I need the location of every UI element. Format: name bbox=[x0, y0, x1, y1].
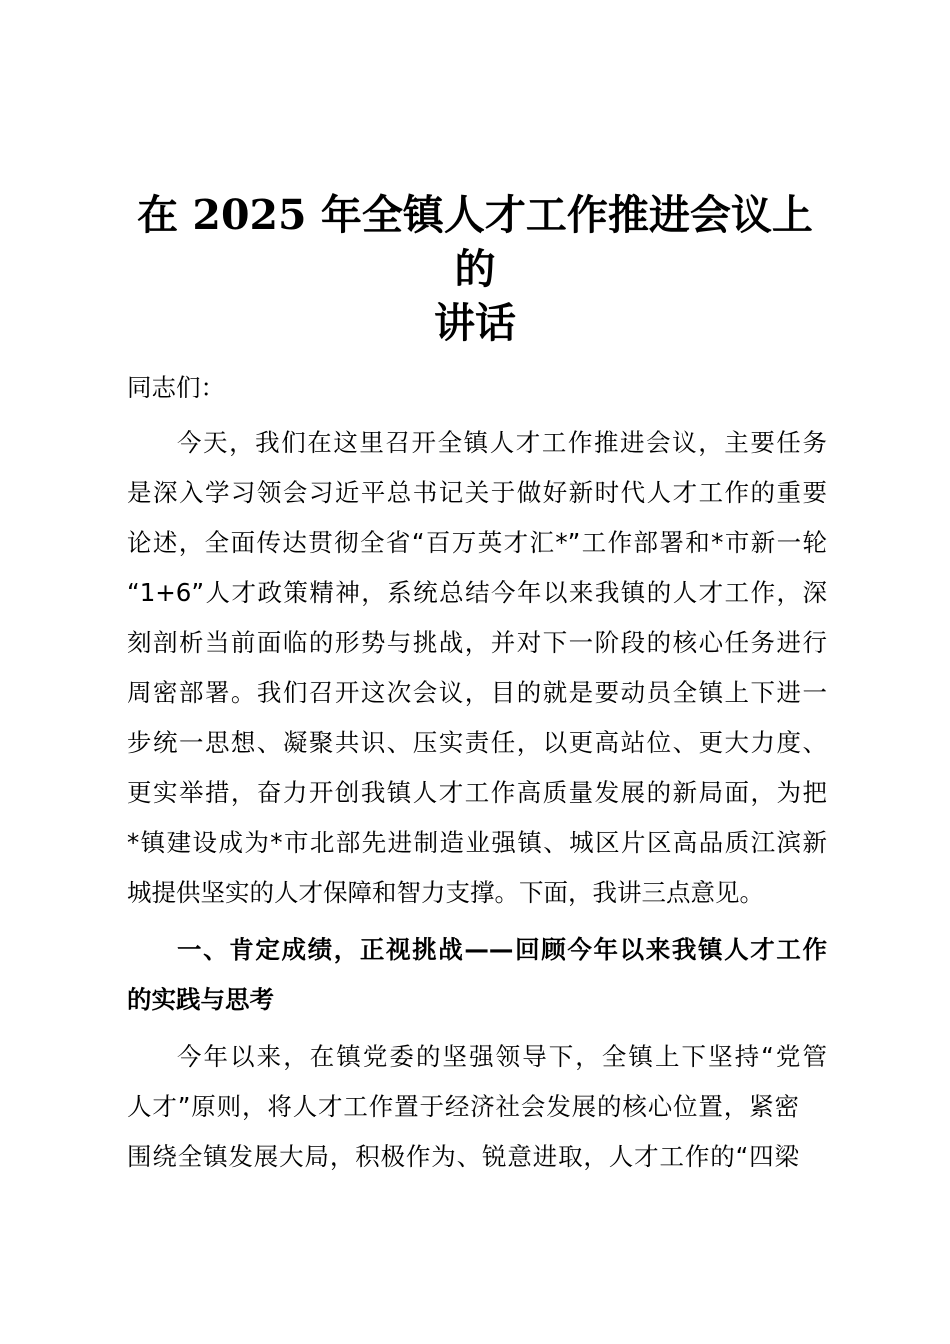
heading-line: 一、肯定成绩，正视挑战——回顾今年以来我镇人才工作 bbox=[177, 935, 827, 964]
paragraph-line: 人才”原则，将人才工作置于经济社会发展的核心位置，紧密 bbox=[127, 1092, 799, 1121]
paragraph-line: 今天，我们在这里召开全镇人才工作推进会议，主要任务 bbox=[177, 428, 827, 457]
paragraph-line: “1+6”人才政策精神，系统总结今年以来我镇的人才工作，深 bbox=[127, 578, 827, 607]
paragraph-line: 更实举措，奋力开创我镇人才工作高质量发展的新局面，为把 bbox=[127, 778, 827, 807]
paragraph-line: 今年以来，在镇党委的坚强领导下，全镇上下坚持“党管 bbox=[177, 1042, 827, 1071]
paragraph-line: 步统一思想、凝聚共识、压实责任，以更高站位、更大力度、 bbox=[127, 728, 827, 757]
paragraph-line: 围绕全镇发展大局，积极作为、锐意进取，人才工作的“四梁 bbox=[127, 1142, 799, 1171]
paragraph-line: *镇建设成为*市北部先进制造业强镇、城区片区高品质江滨新 bbox=[127, 828, 827, 857]
paragraph-line: 周密部署。我们召开这次会议，目的就是要动员全镇上下进一 bbox=[127, 678, 827, 707]
salutation: 同志们： bbox=[127, 373, 225, 402]
paragraph-line: 城提供坚实的人才保障和智力支撑。下面，我讲三点意见。 bbox=[127, 878, 764, 907]
paragraph-line: 刻剖析当前面临的形势与挑战，并对下一阶段的核心任务进行 bbox=[127, 628, 827, 657]
title-line-1: 在 2025 年全镇人才工作推进会议上的 bbox=[137, 191, 813, 293]
document-title bbox=[120, 188, 830, 350]
paragraph-line: 论述，全面传达贯彻全省“百万英才汇*”工作部署和*市新一轮 bbox=[127, 528, 827, 557]
paragraph-line: 是深入学习领会习近平总书记关于做好新时代人才工作的重要 bbox=[127, 478, 827, 507]
title-line-2: 讲话 bbox=[434, 299, 516, 347]
heading-line: 的实践与思考 bbox=[127, 985, 274, 1014]
